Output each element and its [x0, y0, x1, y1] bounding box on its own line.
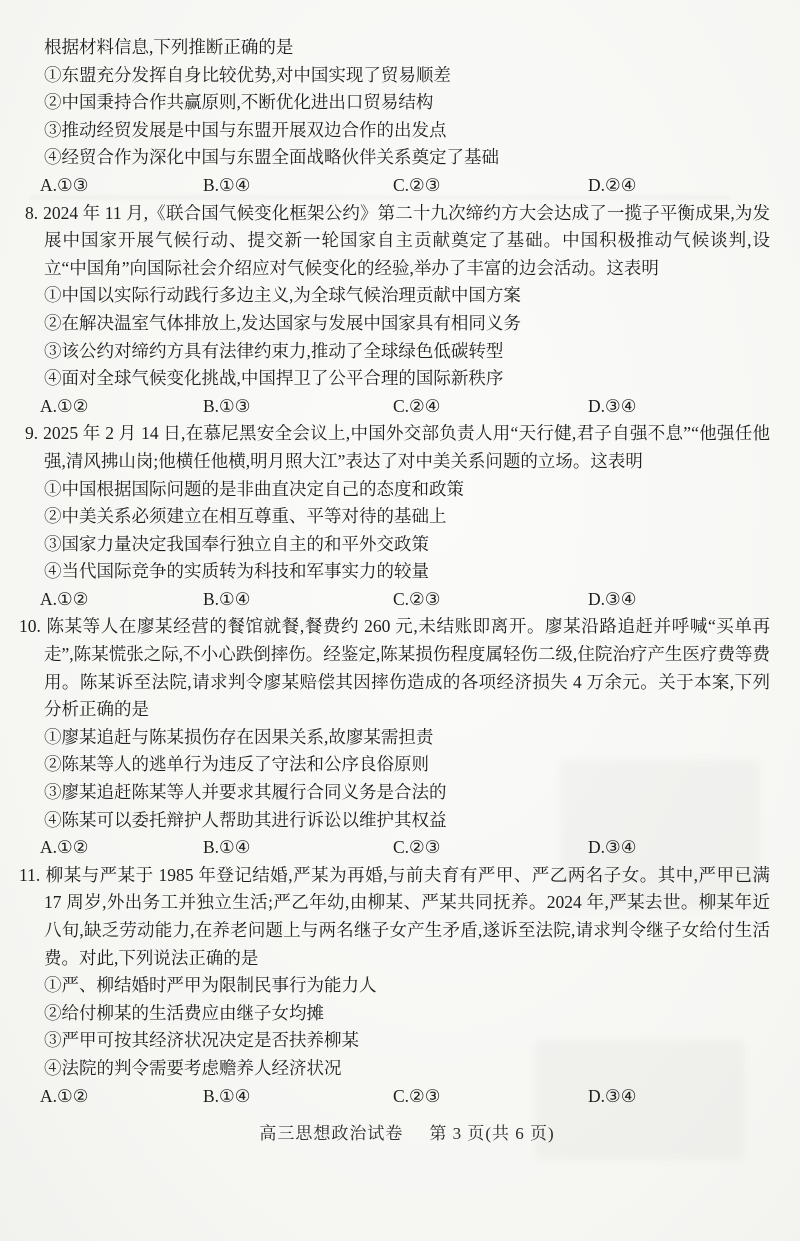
option-line: ④陈某可以委托辩护人帮助其进行诉讼以维护其权益	[44, 809, 447, 830]
option-line: ③该公约对缔约方具有法律约束力,推动了全球绿色低碳转型	[44, 340, 504, 361]
choices-row	[40, 1083, 770, 1111]
question-number: 8.	[25, 202, 39, 223]
choice-d: D.③④	[588, 1085, 637, 1106]
option-line: ①东盟充分发挥自身比较优势,对中国实现了贸易顺差	[44, 64, 451, 85]
choice-c: C.②③	[393, 837, 441, 858]
option-line: ①廖某追赶与陈某损伤存在因果关系,故廖某需担责	[44, 726, 434, 747]
choice-c: C.②④	[393, 395, 441, 416]
question-number: 9.	[25, 423, 39, 444]
option-line: ③严甲可按其经济状况决定是否扶养柳某	[44, 1030, 359, 1051]
choice-a: A.①②	[40, 1085, 89, 1106]
option-line: ②中国秉持合作共赢原则,不断优化进出口贸易结构	[44, 92, 434, 113]
option-line: ④法院的判令需要考虑赡养人经济状况	[44, 1057, 342, 1078]
option-line: ①中国以实际行动践行多边主义,为全球气候治理贡献中国方案	[44, 285, 521, 306]
choice-b: B.①④	[203, 588, 251, 609]
choices-row	[40, 834, 770, 862]
question-stem-text: 2025 年 2 月 14 日,在慕尼黑安全会议上,中国外交部负责人用“天行健,君子自强不息”“他强任他强,清风拂山岗;他横任他横,明月照大江”表达了对中美关系问题的立场。这表明	[43, 423, 770, 471]
option-line: ③国家力量决定我国奉行独立自主的和平外交政策	[44, 533, 429, 554]
option-line: ②给付柳某的生活费应由继子女均摊	[44, 1002, 324, 1023]
option-line: ①中国根据国际问题的是非曲直决定自己的态度和政策	[44, 478, 464, 499]
choice-c: C.②③	[393, 174, 441, 195]
question-block-10	[19, 613, 770, 861]
option-line: ③廖某追赶陈某等人并要求其履行合同义务是合法的	[44, 782, 447, 803]
option-line: ②陈某等人的逃单行为违反了守法和公序良俗原则	[44, 754, 429, 775]
question-stem	[19, 613, 770, 723]
question-block-8	[25, 200, 770, 421]
choice-c: C.②③	[393, 588, 441, 609]
choice-a: A.①③	[40, 174, 89, 195]
choice-d: D.③④	[588, 837, 637, 858]
question-stem	[19, 862, 770, 972]
question-stem: 根据材料信息,下列推断正确的是	[44, 37, 294, 57]
choice-b: B.①④	[203, 837, 251, 858]
question-stem-text: 陈某等人在廖某经营的餐馆就餐,餐费约 260 元,未结账即离开。廖某沿路追赶并呼喊“买单再走”,陈某慌张之际,不小心跌倒摔伤。经鉴定,陈某损伤程度属轻伤二级,住院治疗产生医疗费等费用。陈某诉至法院,请求判令廖某赔偿其因摔伤造成的各项经济损失 4 万余元。关于本案,下列分析正确的是	[44, 616, 770, 720]
question-block-11	[19, 862, 770, 1110]
choices-row	[40, 393, 770, 421]
choices-row	[40, 172, 770, 200]
choice-d: D.②④	[588, 174, 637, 195]
choice-d: D.③④	[588, 395, 637, 416]
option-line: ④当代国际竞争的实质转为科技和军事实力的较量	[44, 561, 429, 582]
option-line: ④经贸合作为深化中国与东盟全面战略伙伴关系奠定了基础	[44, 147, 499, 168]
choice-a: A.①②	[40, 588, 89, 609]
footer-exam-title: 高三思想政治试卷	[259, 1124, 404, 1144]
choice-c: C.②③	[393, 1085, 441, 1106]
option-line: ②在解决温室气体排放上,发达国家与发展中国家具有相同义务	[44, 312, 521, 333]
question-stem	[25, 200, 770, 283]
question-stem-text: 2024 年 11 月,《联合国气候变化框架公约》第二十九次缔约方大会达成了一揽子平衡成果,为发展中国家开展气候行动、提交新一轮国家自主贡献奠定了基础。中国积极推动气候谈判,设立“中国角”向国际社会介绍应对气候变化的经验,举办了丰富的边会活动。这表明	[43, 202, 770, 278]
choice-a: A.①②	[40, 837, 89, 858]
option-line: ③推动经贸发展是中国与东盟开展双边合作的出发点	[44, 119, 447, 140]
question-number: 10.	[19, 616, 41, 637]
choice-b: B.①④	[203, 174, 251, 195]
choice-d: D.③④	[588, 588, 637, 609]
question-number: 11.	[19, 864, 41, 885]
question-block-7-continuation	[40, 34, 770, 200]
option-line: ④面对全球气候变化挑战,中国捍卫了公平合理的国际新秩序	[44, 368, 504, 389]
option-line: ②中美关系必须建立在相互尊重、平等对待的基础上	[44, 506, 447, 527]
choice-a: A.①②	[40, 395, 89, 416]
choices-row	[40, 586, 770, 614]
choice-b: B.①④	[203, 1085, 251, 1106]
question-block-9	[25, 420, 770, 613]
question-stem-text: 柳某与严某于 1985 年登记结婚,严某为再婚,与前夫育有严甲、严乙两名子女。其中,严甲已满 17 周岁,外出务工并独立生活;严乙年幼,由柳某、严某共同抚养。2024 年,严某去世。柳某年近八旬,缺乏劳动能力,在养老问题上与两名继子女产生矛盾,遂诉至法院,请求判令继子女给付生活费。对此,下列说法正确的是	[44, 864, 770, 968]
page-footer	[44, 1120, 770, 1148]
choice-b: B.①③	[203, 395, 251, 416]
option-line: ①严、柳结婚时严甲为限制民事行为能力人	[44, 975, 377, 996]
question-stem	[25, 420, 770, 475]
footer-page-number: 第 3 页(共 6 页)	[429, 1124, 555, 1144]
